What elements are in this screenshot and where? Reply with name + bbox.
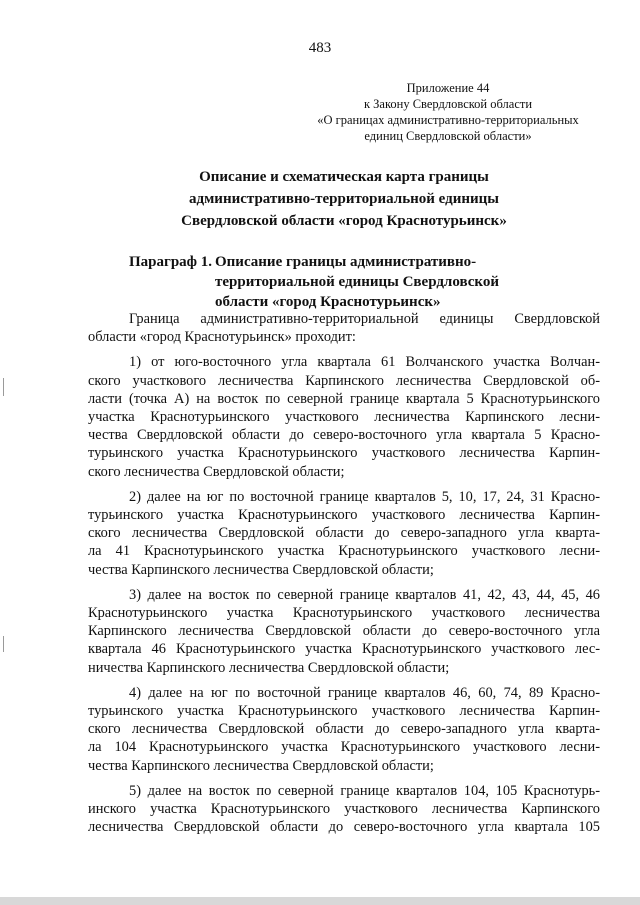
scan-artifact-mark [3, 378, 4, 396]
section-heading [129, 252, 499, 312]
annex-line: «О границах административно-территориальных [317, 113, 579, 127]
paragraph-line: области «город Краснотурьинск» проходит: [88, 329, 356, 346]
paragraph-line: ла 104 Краснотурьинского участка Краснотурьинского участкового лесни- [88, 739, 600, 756]
paragraph-line: 2) далее на юг по восточной границе кварталов 5, 10, 17, 24, 31 Красно- [129, 488, 600, 505]
body-paragraph [88, 353, 600, 480]
paragraph-line: 1) от юго-восточного угла квартала 61 Волчанского участка Волчан- [129, 354, 600, 371]
document-title-line: Свердловской области «город Краснотурьинск» [181, 213, 507, 229]
scan-bottom-edge [0, 897, 640, 905]
paragraph-line: турьинского участка Краснотурьинского участкового лесничества Карпин- [88, 445, 600, 462]
paragraph-line: Краснотурьинского участка Краснотурьинского участкового лесничества [88, 605, 600, 622]
page-number: 483 [308, 40, 332, 56]
body-paragraph [88, 586, 600, 677]
paragraph-line: лесничества Свердловской области до северо-восточного угла квартала 105 [88, 819, 600, 836]
section-heading-line: территориальной единицы Свердловской [215, 274, 499, 290]
paragraph-line: ласти (точка А) на восток по северной границе квартала 5 Краснотурьинского [88, 390, 600, 407]
document-title-line: Описание и схематическая карта границы [199, 169, 489, 185]
paragraph-line: чества Карпинского лесничества Свердловской области; [88, 561, 434, 578]
paragraph-line: квартала 46 Краснотурьинского участка Краснотурьинского участкового лес- [88, 641, 600, 658]
document-title-line: административно-территориальной единицы [189, 191, 499, 207]
paragraph-line: ского лесничества Свердловской области; [88, 463, 345, 480]
paragraph-line: 5) далее на восток по северной границе кварталов 104, 105 Краснотурь- [129, 782, 600, 799]
annex-line: единиц Свердловской области» [364, 129, 532, 143]
paragraph-line: ского лесничества Свердловской области до северо-западного угла кварта- [88, 721, 600, 738]
paragraph-line: турьинского участка Краснотурьинского участкового лесничества Карпин- [88, 507, 600, 524]
body-paragraph [88, 310, 600, 346]
paragraph-line: чества Карпинского лесничества Свердловской области; [88, 757, 434, 774]
annex-line: к Закону Свердловской области [363, 97, 533, 111]
scan-artifact-mark [3, 636, 4, 652]
body-paragraph [88, 782, 600, 837]
paragraph-line: ничества Карпинского лесничества Свердловской области; [88, 659, 450, 676]
section-label: Параграф 1. [129, 254, 213, 270]
section-heading-line: Описание границы административно- [215, 254, 477, 270]
document-title [120, 166, 568, 232]
paragraph-line: 4) далее на юг по восточной границе кварталов 46, 60, 74, 89 Красно- [129, 684, 600, 701]
body-paragraph [88, 488, 600, 579]
paragraph-line: ского участкового лесничества Карпинского лесничества Свердловской об- [88, 372, 600, 389]
annex-reference [300, 80, 596, 144]
paragraph-line: 3) далее на восток по северной границе кварталов 41, 42, 43, 44, 45, 46 [129, 586, 600, 603]
section-heading-line: области «город Краснотурьинск» [215, 294, 441, 310]
paragraph-line: чества Свердловской области до северо-восточного угла квартала 5 Красно- [88, 427, 600, 444]
paragraph-line: Граница административно-территориальной единицы Свердловской [129, 311, 600, 327]
paragraph-line: ского лесничества Свердловской области до северо-западного угла кварта- [88, 525, 600, 542]
paragraph-line: участка Краснотурьинского участкового лесничества Карпинского лесни- [88, 409, 600, 426]
paragraph-line: инского участка Краснотурьинского участкового лесничества Карпинского [88, 801, 600, 818]
paragraph-line: Карпинского лесничества Свердловской области до северо-восточного угла [88, 623, 600, 640]
body-paragraph [88, 684, 600, 775]
annex-line: Приложение 44 [406, 81, 490, 95]
body-text [88, 310, 600, 843]
paragraph-line: ла 41 Краснотурьинского участка Краснотурьинского участкового лесни- [88, 543, 600, 560]
paragraph-line: турьинского участка Краснотурьинского участкового лесничества Карпин- [88, 703, 600, 720]
